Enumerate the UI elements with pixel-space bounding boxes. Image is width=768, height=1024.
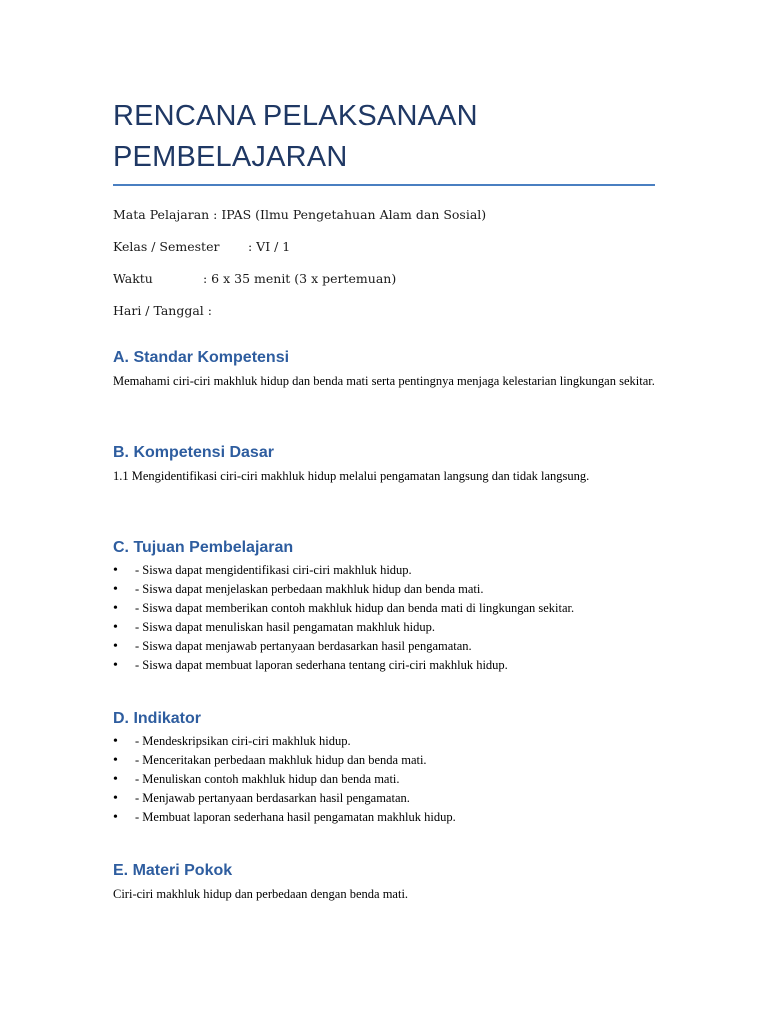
section-a-heading: A. Standar Kompetensi: [113, 349, 290, 366]
meta-class-semester: [113, 238, 655, 270]
title-line-1: RENCANA PELAKSANAAN: [113, 100, 478, 132]
bullet-icon: •: [113, 639, 118, 654]
bullet-icon: •: [113, 582, 118, 597]
list-item: [113, 618, 655, 637]
list-item-text: - Mendeskripsikan ciri-ciri makhluk hidup.: [135, 734, 351, 748]
list-item: [113, 656, 655, 675]
bullet-icon: •: [113, 810, 118, 825]
list-item: [113, 580, 655, 599]
section-c: [113, 537, 655, 675]
meta-time: [113, 270, 655, 302]
document-title: [113, 96, 655, 186]
list-item-text: - Menuliskan contoh makhluk hidup dan benda mati.: [135, 772, 400, 786]
list-item-text: - Menjawab pertanyaan berdasarkan hasil pengamatan.: [135, 791, 410, 805]
list-item: [113, 561, 655, 580]
meta-time-label: Waktu: [113, 271, 153, 286]
section-b-heading: B. Kompetensi Dasar: [113, 444, 274, 461]
title-line-2: PEMBELAJARAN: [113, 141, 348, 173]
document-page: [113, 96, 655, 334]
section-e-heading: E. Materi Pokok: [113, 862, 233, 879]
meta-time-value: : 6 x 35 menit (3 x pertemuan): [203, 271, 397, 286]
meta-subject-label: Mata Pelajaran : IPAS (Ilmu Pengetahuan Alam dan Sosial): [113, 207, 487, 222]
list-item-text: - Siswa dapat menjawab pertanyaan berdasarkan hasil pengamatan.: [135, 639, 472, 653]
section-b: [113, 442, 655, 486]
list-item: [113, 732, 655, 751]
list-item-text: - Siswa dapat menuliskan hasil pengamatan makhluk hidup.: [135, 620, 435, 634]
list-item: [113, 751, 655, 770]
list-item: [113, 599, 655, 618]
section-a-text: Memahami ciri-ciri makhluk hidup dan benda mati serta pentingnya menjaga kelestarian lingkungan sekitar.: [113, 374, 655, 388]
bullet-icon: •: [113, 791, 118, 806]
section-c-heading: C. Tujuan Pembelajaran: [113, 539, 294, 556]
section-e-text: Ciri-ciri makhluk hidup dan perbedaan dengan benda mati.: [113, 887, 409, 901]
list-item-text: - Siswa dapat mengidentifikasi ciri-ciri makhluk hidup.: [135, 563, 412, 577]
section-d-list: [113, 732, 655, 827]
bullet-icon: •: [113, 772, 118, 787]
list-item: [113, 789, 655, 808]
bullet-icon: •: [113, 620, 118, 635]
list-item: [113, 770, 655, 789]
section-b-text: 1.1 Mengidentifikasi ciri-ciri makhluk hidup melalui pengamatan langsung dan tidak langsung.: [113, 469, 590, 483]
list-item: [113, 637, 655, 656]
bullet-icon: •: [113, 658, 118, 673]
meta-class-value: : VI / 1: [248, 239, 291, 254]
list-item: [113, 808, 655, 827]
list-item-text: - Siswa dapat membuat laporan sederhana tentang ciri-ciri makhluk hidup.: [135, 658, 508, 672]
meta-date: [113, 302, 655, 334]
bullet-icon: •: [113, 563, 118, 578]
meta-subject: [113, 206, 655, 238]
meta-date-label: Hari / Tanggal :: [113, 303, 212, 318]
section-c-list: [113, 561, 655, 675]
bullet-icon: •: [113, 601, 118, 616]
list-item-text: - Membuat laporan sederhana hasil pengamatan makhluk hidup.: [135, 810, 456, 824]
bullet-icon: •: [113, 753, 118, 768]
meta-class-label: Kelas / Semester: [113, 239, 220, 254]
section-d-heading: D. Indikator: [113, 710, 202, 727]
list-item-text: - Menceritakan perbedaan makhluk hidup dan benda mati.: [135, 753, 427, 767]
list-item-text: - Siswa dapat memberikan contoh makhluk hidup dan benda mati di lingkungan sekitar.: [135, 601, 575, 615]
lesson-meta: [113, 206, 655, 334]
section-d: [113, 708, 655, 827]
list-item-text: - Siswa dapat menjelaskan perbedaan makhluk hidup dan benda mati.: [135, 582, 484, 596]
bullet-icon: •: [113, 734, 118, 749]
section-e: [113, 860, 655, 904]
section-a: [113, 347, 655, 391]
